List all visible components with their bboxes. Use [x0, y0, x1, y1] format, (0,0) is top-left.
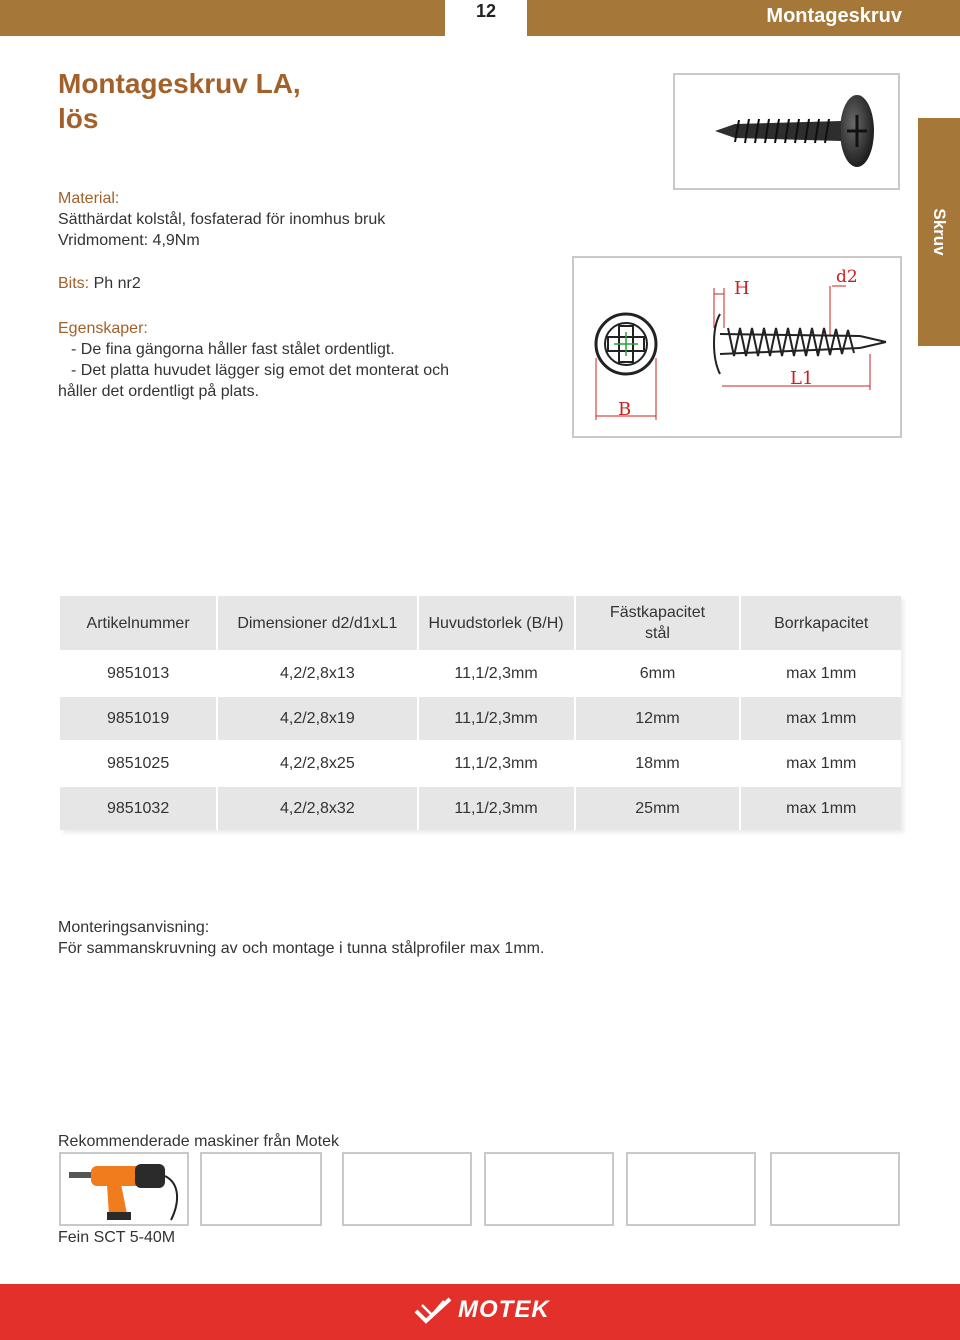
- property-2b: håller det ordentligt på plats.: [58, 383, 260, 400]
- properties-block: [58, 318, 449, 402]
- machine-thumb-empty: [484, 1152, 614, 1226]
- cell-dimensions: 4,2/2,8x25: [217, 741, 417, 786]
- cell-article: 9851013: [60, 651, 217, 696]
- label-b: B: [618, 399, 632, 420]
- table-row: [60, 741, 901, 786]
- cell-fast-capacity: 25mm: [575, 786, 741, 830]
- motek-logo: [414, 1293, 550, 1327]
- cell-dimensions: 4,2/2,8x32: [217, 786, 417, 830]
- cell-head-size: 11,1/2,3mm: [418, 786, 575, 830]
- motek-logo-text: MOTEK: [458, 1296, 550, 1323]
- cell-article: 9851032: [60, 786, 217, 830]
- screw-photo: [673, 73, 900, 190]
- spec-table: [60, 596, 901, 830]
- section-title: Montageskruv: [766, 5, 902, 27]
- col-header-fast-line2: stål: [645, 625, 670, 642]
- cell-article: 9851025: [60, 741, 217, 786]
- cell-drill-capacity: max 1mm: [740, 786, 901, 830]
- machine-thumb-empty: [770, 1152, 900, 1226]
- material-label: Material:: [58, 190, 120, 207]
- col-header-fast-capacity: [575, 596, 741, 651]
- property-1: - De fina gängorna håller fast stålet ordentligt.: [71, 341, 395, 358]
- col-header-article: Artikelnummer: [60, 596, 217, 651]
- cell-article: 9851019: [60, 696, 217, 741]
- bits-value: Ph nr2: [93, 275, 141, 292]
- screwdriver-icon: [61, 1154, 187, 1224]
- cell-drill-capacity: max 1mm: [740, 741, 901, 786]
- label-h: H: [734, 278, 750, 299]
- motek-logo-icon: [414, 1295, 452, 1325]
- instructions-block: [58, 917, 544, 959]
- table-header-row: [60, 596, 901, 651]
- screw-side-view: [714, 314, 886, 374]
- machine-thumb-empty: [626, 1152, 756, 1226]
- table-row: [60, 696, 901, 741]
- instructions-text: För sammanskruvning av och montage i tunna stålprofiler max 1mm.: [58, 940, 545, 957]
- label-l1: L1: [790, 368, 814, 389]
- material-line2: Vridmoment: 4,9Nm: [58, 232, 200, 249]
- screw-diagram: [572, 256, 902, 438]
- instructions-label: Monteringsanvisning:: [58, 919, 210, 936]
- screw-head-top-view: [596, 314, 656, 374]
- col-header-fast-line1: Fästkapacitet: [609, 604, 706, 621]
- bits-line: [58, 273, 141, 294]
- cell-drill-capacity: max 1mm: [740, 696, 901, 741]
- cell-head-size: 11,1/2,3mm: [418, 741, 575, 786]
- machine-thumb-fein: [59, 1152, 189, 1226]
- col-header-drill-capacity: Borrkapacitet: [740, 596, 901, 651]
- table-row: [60, 651, 901, 696]
- bits-label: Bits:: [58, 275, 90, 292]
- cell-fast-capacity: 12mm: [575, 696, 741, 741]
- cell-drill-capacity: max 1mm: [740, 651, 901, 696]
- cell-dimensions: 4,2/2,8x13: [217, 651, 417, 696]
- col-header-head-size: Huvudstorlek (B/H): [418, 596, 575, 651]
- screw-photo-icon: [675, 75, 898, 188]
- col-header-dimensions: Dimensioner d2/d1xL1: [217, 596, 417, 651]
- top-bar: [0, 0, 960, 36]
- table-row: [60, 786, 901, 830]
- dimension-diagram: [574, 258, 900, 436]
- cell-head-size: 11,1/2,3mm: [418, 696, 575, 741]
- label-d2: d2: [836, 267, 858, 287]
- machine-thumb-empty: [342, 1152, 472, 1226]
- page-number: 12: [445, 0, 527, 36]
- cell-dimensions: 4,2/2,8x19: [217, 696, 417, 741]
- title-line1: Montageskruv LA,: [58, 68, 301, 99]
- product-title: [58, 66, 438, 136]
- material-line1: Sätthärdat kolstål, fosfaterad för inomhus bruk: [58, 211, 386, 228]
- cell-fast-capacity: 6mm: [575, 651, 741, 696]
- title-line2: lös: [58, 103, 99, 134]
- side-tab-label: Skruv: [930, 208, 949, 256]
- properties-label: Egenskaper:: [58, 320, 148, 337]
- cell-fast-capacity: 18mm: [575, 741, 741, 786]
- side-tab: [918, 118, 960, 346]
- machines-title: Rekommenderade maskiner från Motek: [58, 1133, 340, 1150]
- machine-thumb-empty: [200, 1152, 322, 1226]
- property-2a: - Det platta huvudet lägger sig emot det monterat och: [71, 362, 449, 379]
- machine-caption: Fein SCT 5-40M: [58, 1229, 176, 1246]
- cell-head-size: 11,1/2,3mm: [418, 651, 575, 696]
- material-block: [58, 188, 385, 251]
